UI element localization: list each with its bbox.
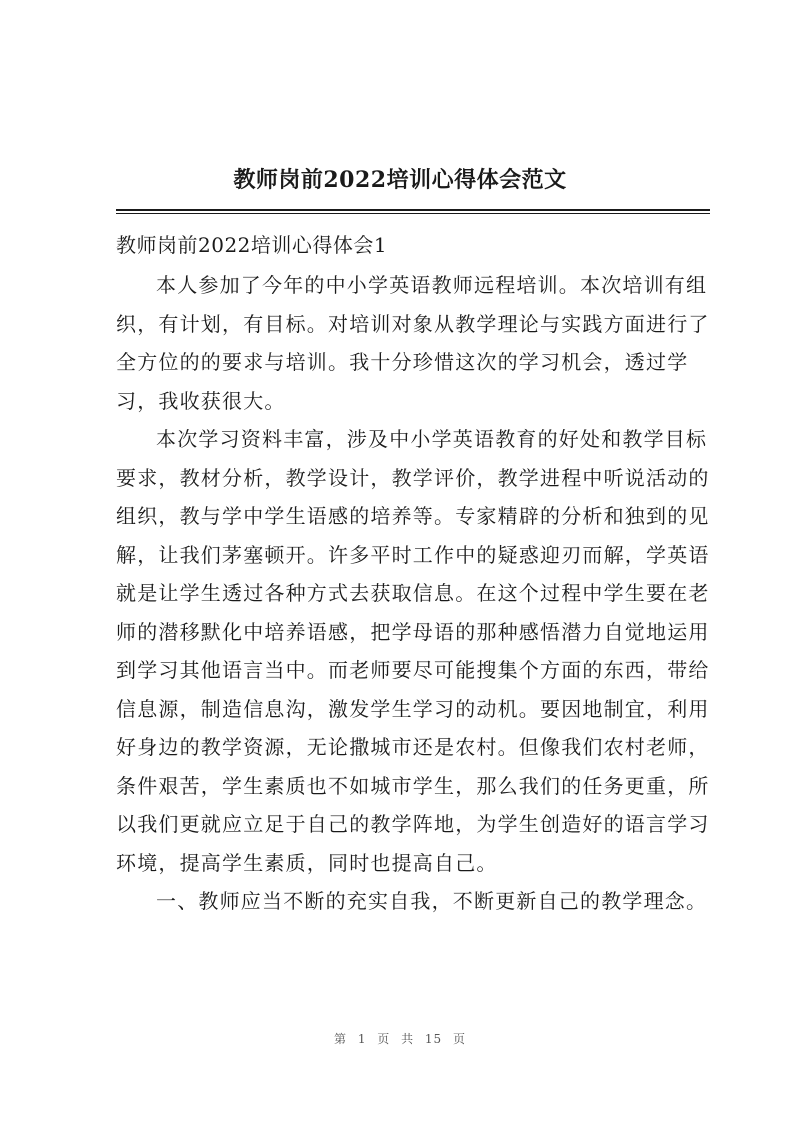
paragraph: 一、教师应当不断的充实自我，不断更新自己的教学理念。: [156, 889, 708, 913]
paragraph: 本人参加了今年的中小学英语教师远程培训。本次培训有组织，有计划，有目标。对培训对象从教学理论与实践方面进行了全方位的的要求与培训。我十分珍惜这次的学习机会，透过学习，我收获很大。: [116, 273, 710, 413]
page-footer: 第 1 页 共 15 页: [334, 1032, 466, 1046]
paragraph: 本次学习资料丰富，涉及中小学英语教育的好处和教学目标要求，教材分析，教学设计，教学评价，教学进程中听说活动的组织，教与学中学生语感的培养等。专家精辟的分析和独到的见解，让我们茅塞顿开。许多平时工作中的疑惑迎刃而解，学英语就是让学生透过各种方式去获取信息。在这个过程中学生要在老师的潜移默化中培养语感，把学母语的那种感悟潜力自觉地运用到学习其他语言当中。而老师要尽可能搜集个方面的东西，带给信息源，制造信息沟，激发学生学习的动机。要因地制宜，利用好身边的教学资源，无论撒城市还是农村。但像我们农村老师，条件艰苦，学生素质也不如城市学生，那么我们的任务更重，所以我们更就应立足于自己的教学阵地，为学生创造好的语言学习环境，提高学生素质，同时也提高自己。: [116, 427, 710, 875]
title-rule-thick: [116, 209, 710, 211]
title-rule-thin: [116, 213, 710, 214]
page-title: 教师岗前2022培训心得体会范文: [233, 167, 567, 193]
section-heading: 教师岗前2022培训心得体会1: [116, 233, 388, 257]
document-body: [116, 266, 714, 921]
